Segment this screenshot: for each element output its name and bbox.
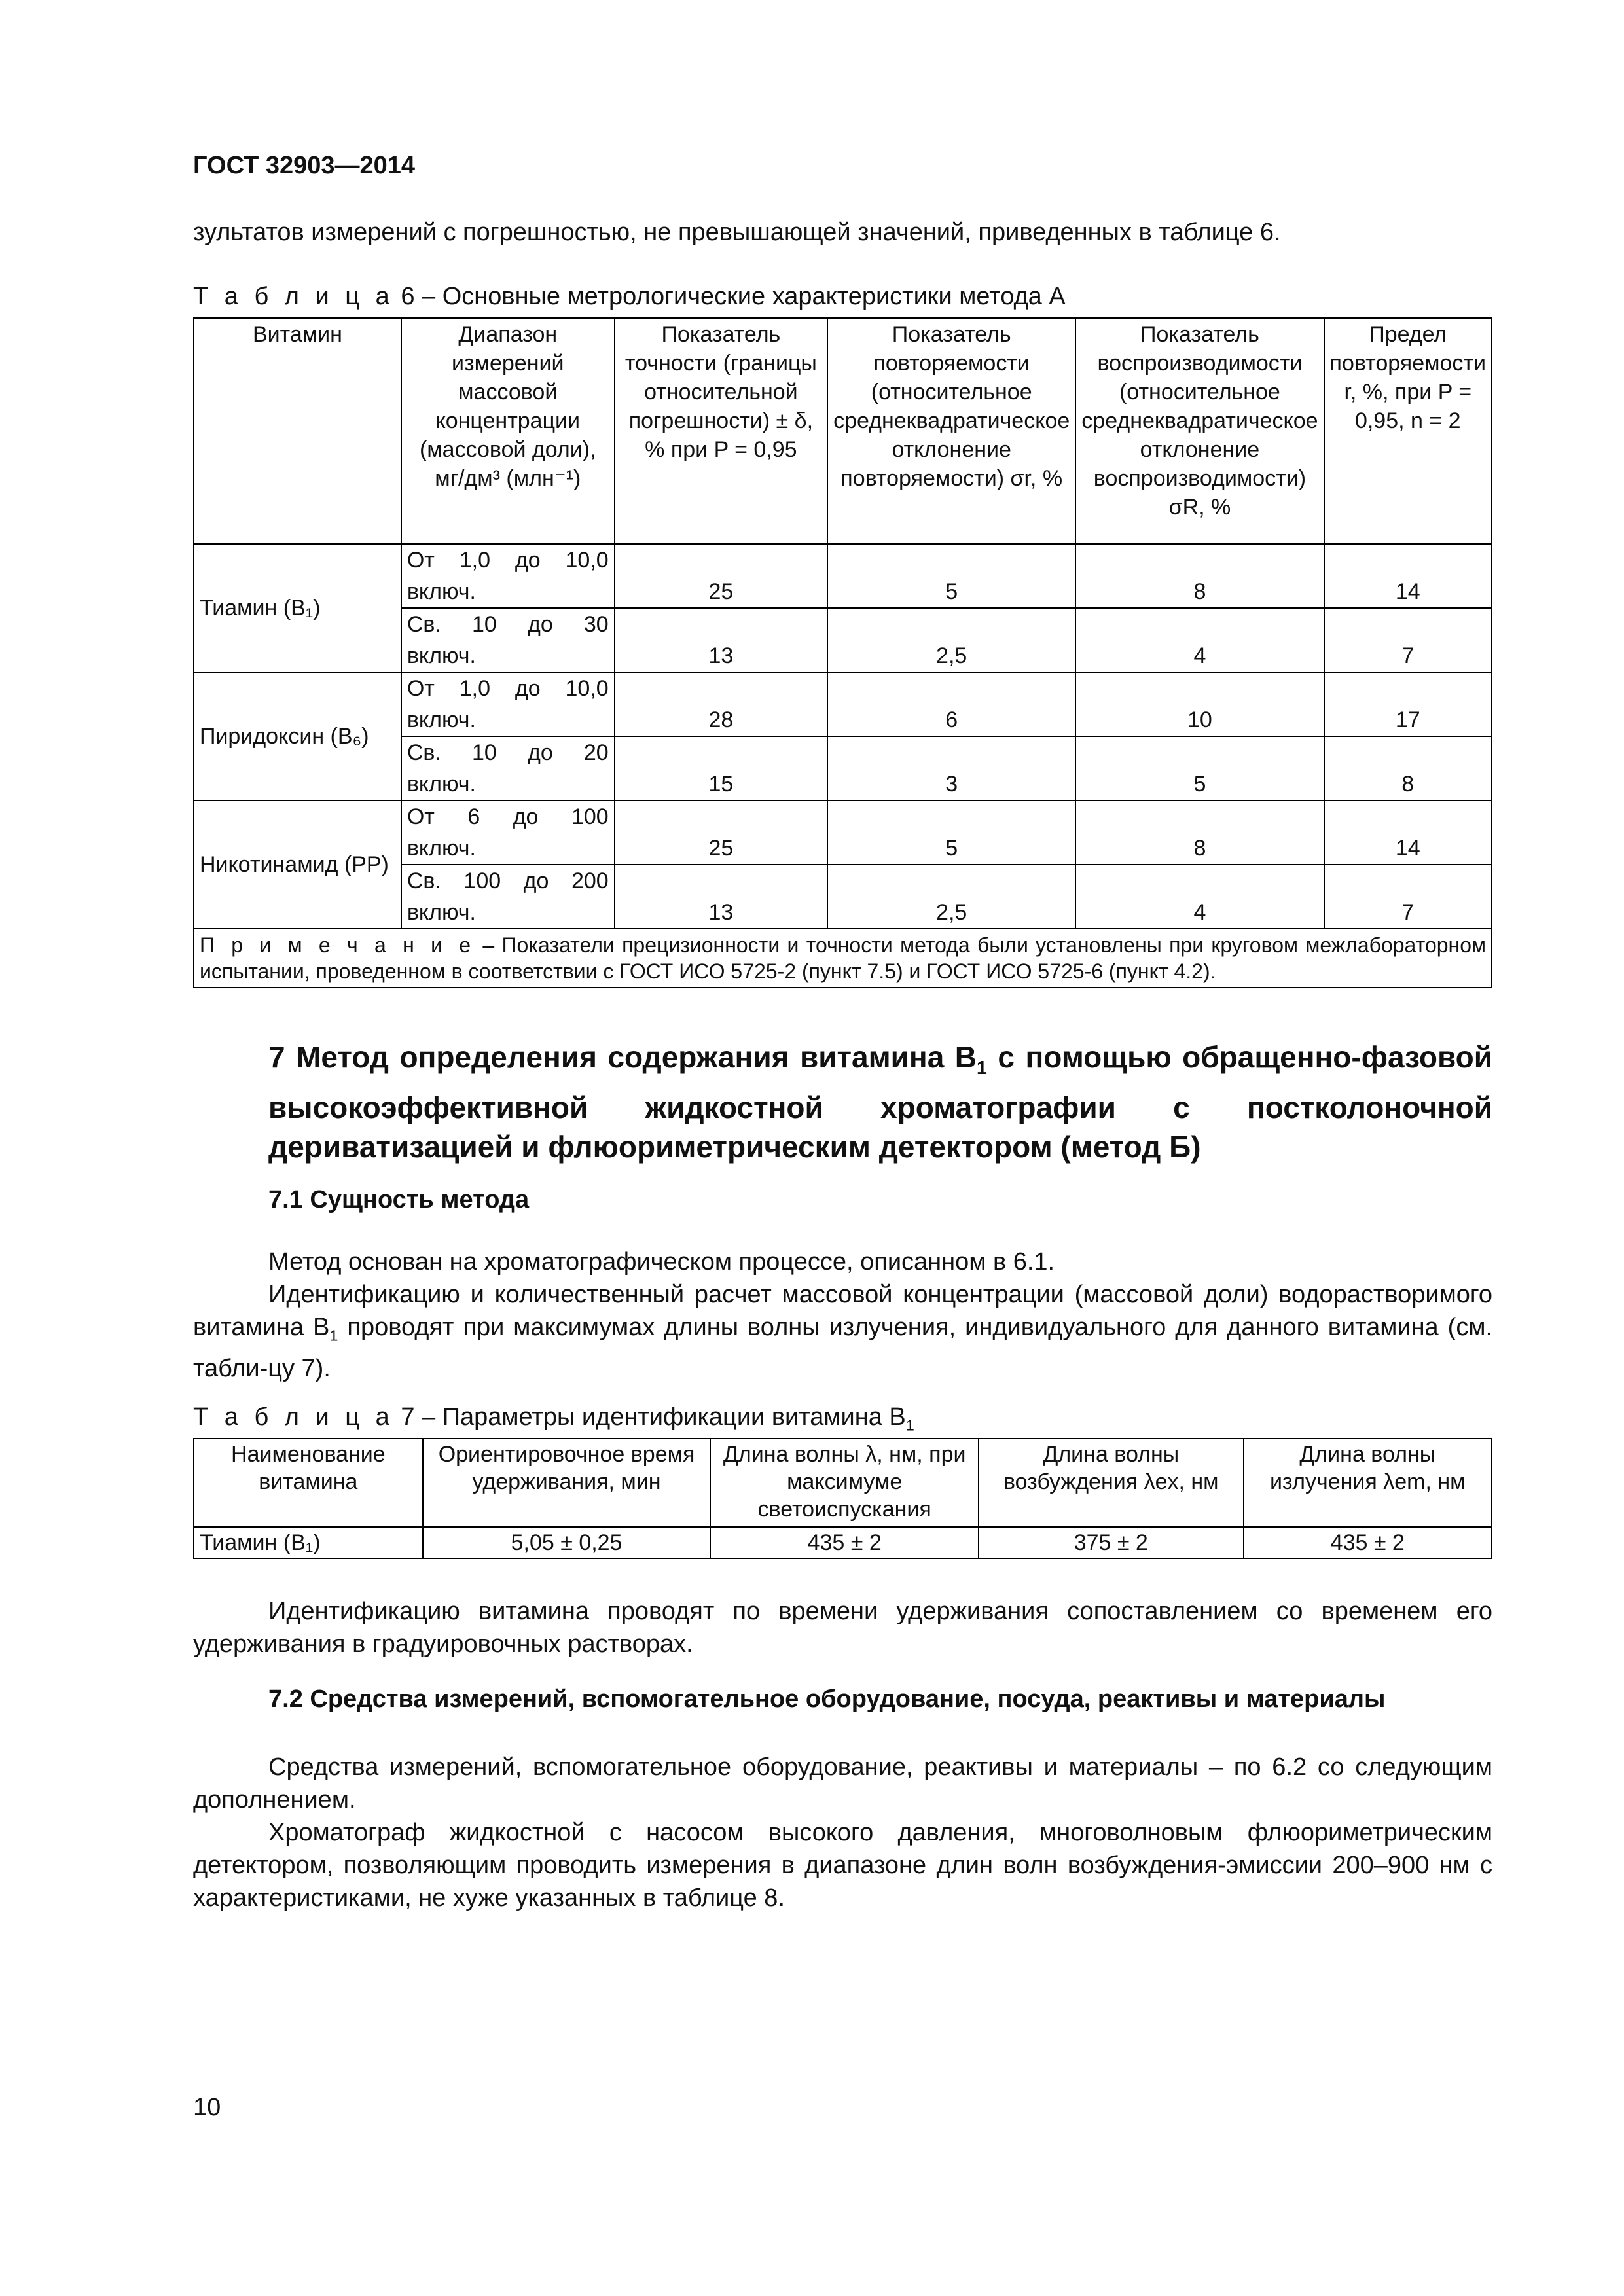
t6-rep: 2,5 — [827, 608, 1075, 672]
t6-acc: 25 — [615, 544, 827, 608]
t6-lim: 17 — [1324, 672, 1492, 736]
s71-paragraph-2: Идентификацию и количественный расчет массовой концентрации (массовой доли) водорастворимого витамина $B_1$ проводят при максимумах длины волны излучения, индивидуального для данного витамина (см. табли-цу 7). — [193, 1281, 1492, 1382]
t6-lim: 14 — [1324, 544, 1492, 608]
t6-range: От 6 до 100 включ. — [401, 800, 615, 865]
s72-paragraph-2: Хроматограф жидкостной с насосом высокого давления, многоволновым флюориметрическим детектором, позволяющим проводить измерения в диапазоне длин волн возбуждения-эмиссии 200–900 нм с характеристиками, не хуже указанных в таблице 8. — [193, 1819, 1492, 1912]
t6-repro: 8 — [1075, 544, 1324, 608]
t6-acc: 13 — [615, 608, 827, 672]
table-row — [194, 1527, 1492, 1558]
table6-caption-text: 6 – Основные метрологические характеристики метода А — [393, 283, 1066, 310]
t6-acc: 15 — [615, 736, 827, 800]
table-row — [194, 544, 1492, 608]
t6-repro: 4 — [1075, 608, 1324, 672]
t6-acc: 13 — [615, 865, 827, 929]
t6-header-accuracy: Показатель точности (границы относительной погрешности) ± δ, % при P = 0,95 — [615, 318, 827, 544]
intro-line: зультатов измерений с погрешностью, не превышающей значений, приведенных в таблице 6. — [193, 219, 1281, 246]
t6-lim: 8 — [1324, 736, 1492, 800]
table7-caption-label: Т а б л и ц а — [193, 1403, 394, 1431]
table6 — [193, 317, 1492, 988]
table6-caption — [193, 280, 1066, 313]
t6-repro: 5 — [1075, 736, 1324, 800]
t7-wl-max: 435 ± 2 — [710, 1527, 979, 1558]
t7-header-wl-em: Длина волны излучения λem, нм — [1244, 1439, 1492, 1527]
t6-note — [194, 929, 1492, 988]
t6-rep: 6 — [827, 672, 1075, 736]
t6-header-range: Диапазон измерений массовой концентрации (массовой доли), мг/дм³ (млн⁻¹) — [401, 318, 615, 544]
document-header: ГОСТ 32903—2014 — [193, 152, 416, 179]
t6-lim: 7 — [1324, 608, 1492, 672]
t6-range: От 1,0 до 10,0 включ. — [401, 672, 615, 736]
section-7-2-heading: 7.2 Средства измерений, вспомогательное оборудование, посуда, реактивы и материалы — [268, 1685, 1386, 1713]
t6-lim: 14 — [1324, 800, 1492, 865]
t7-wl-ex: 375 ± 2 — [979, 1527, 1244, 1558]
t6-rep: 5 — [827, 544, 1075, 608]
t6-lim: 7 — [1324, 865, 1492, 929]
t7-header-wl-ex: Длина волны возбуждения λex, нм — [979, 1439, 1244, 1527]
table7-caption-text: 7 – Параметры идентификации витамина B — [393, 1403, 906, 1431]
t6-range: Св. 100 до 200 включ. — [401, 865, 615, 929]
section-7-title: 7 Метод определения содержания витамина $B_1$ с помощью обращенно-фазовой высокоэффективной жидкостной хроматографии с постколоночной дериватизацией и флюориметрическим детектором (метод Б) — [268, 1040, 1492, 1164]
t6-range: От 1,0 до 10,0 включ. — [401, 544, 615, 608]
t6-rep: 5 — [827, 800, 1075, 865]
t7-header-name: Наименование витамина — [194, 1439, 423, 1527]
page-number: 10 — [193, 2094, 221, 2121]
table-row — [194, 672, 1492, 736]
table7 — [193, 1438, 1492, 1559]
t6-note-text: – Показатели прецизионности и точности метода были установлены при круговом межлабораторном испытании, проведенном в соответствии с ГОСТ ИСО 5725-2 (пункт 7.5) и ГОСТ ИСО 5725-6 (пункт 4.2). — [200, 933, 1487, 983]
t6-header-vitamin: Витамин — [194, 318, 401, 544]
t6-vitamin: Пиридоксин (B₆) — [194, 672, 401, 800]
t6-header-reproducibility: Показатель воспроизводимости (относительное среднеквадратическое отклонение воспроизводимости) σR, % — [1075, 318, 1324, 544]
s72-paragraph-1: Средства измерений, вспомогательное оборудование, реактивы и материалы – по 6.2 со следующим дополнением. — [193, 1753, 1492, 1814]
table-note-row — [194, 929, 1492, 988]
t6-header-limit: Предел повторяемости r, %, при P = 0,95, n = 2 — [1324, 318, 1492, 544]
t6-repro: 10 — [1075, 672, 1324, 736]
t6-header-repeatability: Показатель повторяемости (относительное среднеквадратическое отклонение повторяемости) σr, % — [827, 318, 1075, 544]
t7-header-time: Ориентировочное время удерживания, мин — [423, 1439, 711, 1527]
t6-range: Св. 10 до 30 включ. — [401, 608, 615, 672]
t6-range: Св. 10 до 20 включ. — [401, 736, 615, 800]
t6-rep: 3 — [827, 736, 1075, 800]
table7-caption: Т а б л и ц а 7 – Параметры идентификации витамина $B_1$ — [193, 1403, 914, 1434]
t6-vitamin: Никотинамид (PP) — [194, 800, 401, 929]
t7-wl-em: 435 ± 2 — [1244, 1527, 1492, 1558]
t6-repro: 4 — [1075, 865, 1324, 929]
after-table7-paragraph: Идентификацию витамина проводят по времени удерживания сопоставлением со временем его удерживания в градуировочных растворах. — [193, 1598, 1492, 1658]
t7-time: 5,05 ± 0,25 — [423, 1527, 711, 1558]
section-7-1-heading: 7.1 Сущность метода — [268, 1186, 530, 1213]
t6-vitamin: Тиамин (B₁) — [194, 544, 401, 672]
s71-paragraph-1: Метод основан на хроматографическом процессе, описанном в 6.1. — [268, 1248, 1055, 1276]
t6-note-label: П р и м е ч а н и е — [200, 933, 476, 957]
t6-acc: 25 — [615, 800, 827, 865]
table6-caption-label: Т а б л и ц а — [193, 283, 394, 310]
table-row — [194, 800, 1492, 865]
t7-header-wl-max: Длина волны λ, нм, при максимуме светоиспускания — [710, 1439, 979, 1527]
t6-repro: 8 — [1075, 800, 1324, 865]
t6-acc: 28 — [615, 672, 827, 736]
t7-name: Тиамин (B₁) — [194, 1527, 423, 1558]
t6-rep: 2,5 — [827, 865, 1075, 929]
